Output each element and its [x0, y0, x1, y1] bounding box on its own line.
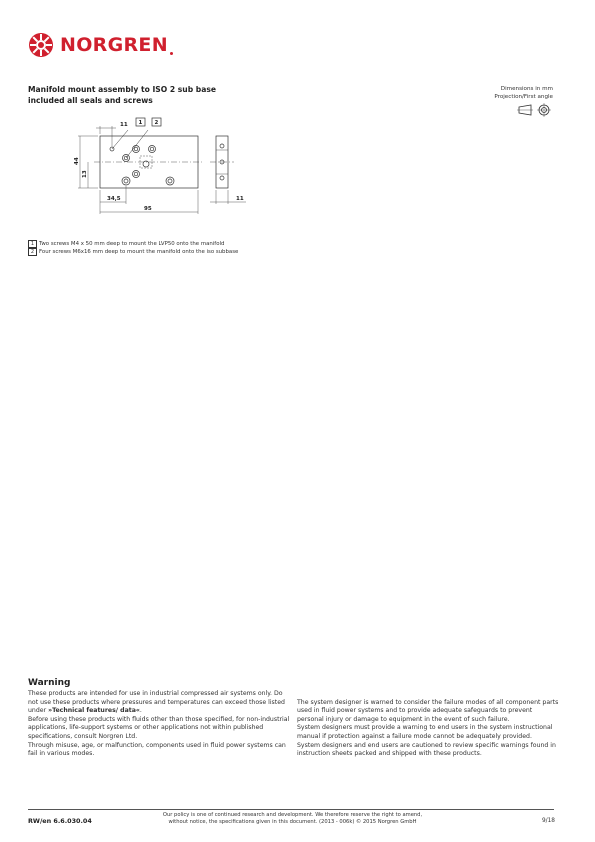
technical-features-reference: »Technical features/ data« [48, 707, 140, 715]
warning-paragraph: System designers and end users are cautioned to review specific warnings found in instruction sheets packed and shipped with these products. [297, 741, 556, 758]
hole [150, 147, 154, 151]
page-number: 9/18 [541, 818, 555, 824]
dimensions-unit: Dimensions in mm [500, 86, 553, 92]
dim-13: 13 [82, 170, 88, 178]
hole [166, 177, 174, 185]
note-item [28, 248, 238, 256]
note-number: 1 [28, 240, 37, 248]
warning-paragraph [28, 690, 290, 716]
norgren-emblem-icon [28, 32, 54, 58]
logo-trademark-dot [170, 52, 173, 55]
dim-44: 44 [74, 157, 80, 165]
footer-divider [28, 809, 554, 810]
hole [122, 177, 130, 185]
policy-line-2: without notice, the specifications given in this document. (2013 - 006k) © 2015 Norgren GmbH [168, 819, 417, 825]
logo-wordmark: NORGREN [60, 34, 168, 56]
warning-text: . [139, 707, 142, 715]
warning-paragraph: Through misuse, age, or malfunction, components used in fluid power systems can fail in various modes. [28, 741, 286, 758]
policy-statement [135, 812, 450, 826]
warning-paragraph: System designers must provide a warning to end users in the system instructional manual if protection against a failure mode cannot be adequately provided. [297, 724, 553, 740]
callout-2-label: 2 [154, 120, 159, 126]
column-spacer [297, 690, 559, 699]
hole [124, 179, 128, 183]
page-title [28, 84, 288, 106]
hole [149, 146, 156, 153]
dim-34-5: 34,5 [107, 196, 121, 202]
hole [133, 171, 140, 178]
hole [133, 146, 140, 153]
note-item [28, 240, 238, 248]
policy-line-1: Our policy is one of continued research and development. We therefore reserve the right to amend, [162, 812, 423, 818]
norgren-logo [28, 32, 173, 58]
note-number: 2 [28, 248, 37, 256]
warning-text: These products are intended for use in industrial compressed air systems only. Do not use these products where pressures and temperatures can exceed those listed under [28, 690, 285, 715]
callout-1-label: 1 [138, 120, 143, 126]
technical-drawing [70, 116, 270, 220]
warning-paragraph: Before using these products with fluids other than those specified, for non-industrial applications, life-support systems or other applications not within published specifications, consult Norgren Ltd. [28, 715, 290, 740]
hole [168, 179, 172, 183]
document-number: RW/en 6.6.030.04 [28, 817, 92, 825]
warning-paragraph: The system designer is warned to consider the failure modes of all component parts used in fluid power systems and to provide adequate safeguards to prevent personal injury or damage to equipment in the event of such failure. [297, 698, 559, 723]
hole [134, 172, 138, 176]
dimensions-note [494, 86, 553, 101]
dim-11-top: 11 [120, 122, 128, 128]
note-text: Two screws M4 x 50 mm deep to mount the LVP50 onto the manifold [39, 241, 225, 247]
note-text: Four screws M6x16 mm deep to mount the manifold onto the iso subbase [39, 249, 239, 255]
first-angle-projection-icon [517, 103, 553, 117]
warning-column-2 [297, 690, 559, 759]
projection-label: Projection/First angle [494, 93, 553, 100]
warning-heading: Warning [28, 678, 71, 688]
title-line-2: included all seals and screws [28, 96, 153, 105]
dim-11-side: 11 [236, 196, 244, 202]
dim-95: 95 [144, 206, 152, 212]
drawing-notes [28, 240, 238, 256]
hole [134, 147, 138, 151]
warning-column-1 [28, 690, 290, 759]
title-line-1: Manifold mount assembly to ISO 2 sub base [28, 85, 217, 94]
